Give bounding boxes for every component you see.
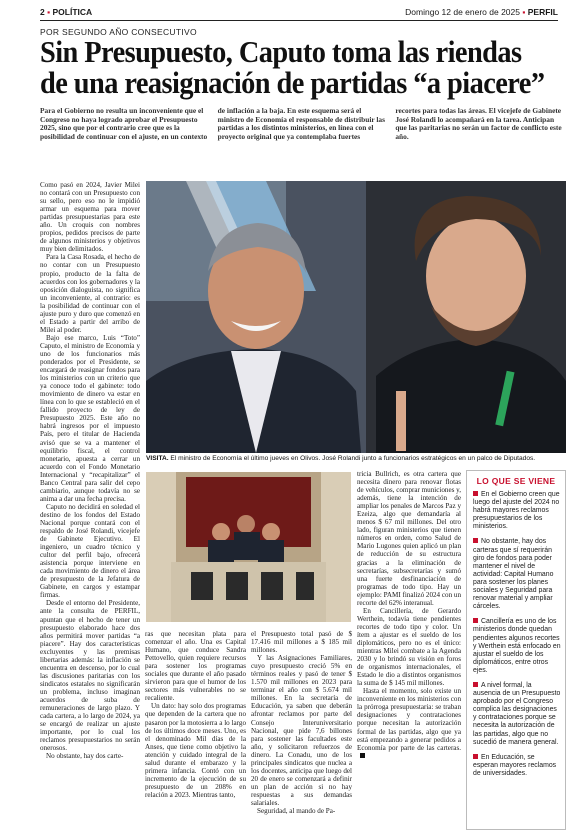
paragraph: ras que necesitan plata para comenzar el año. Una es Capital Humano, que conduce Sandra Pettovello, quien requiere recursos para sostener los programas sociales que durante el año pasado sirvieron para que el humor de los sectores más vulnerables no se recaliente. [145,630,246,703]
header-date: Domingo 12 de enero de 2025 ▪ PERFIL [405,7,558,17]
sidebar-lo-que-se-viene [466,470,566,830]
bullet-icon [473,754,478,759]
sidebar-item-text: No obstante, hay dos carteras que sí requerirán giro de fondos para poder mantener el nivel de actividad: Capital Humano para sostener los planes sociales y Seguridad para renovar material y ampliar cárceles. [473,538,554,611]
bullet-icon [473,682,478,687]
sidebar-item [473,491,561,531]
caption-text: El ministro de Economía el último jueves en Olivos. José Rolandi junto a funcionarios estratégicos en un palco de Diputados. [168,455,536,462]
bullet-icon [473,491,478,496]
paragraph: Caputo no decidirá en soledad el destino de los fondos del Estado Nacional porque contará con el respaldo de José Rolandi, vicejefe de Gabinete Ejecutivo. El ingeniero, un cuadro técnico y cultor del perfil bajo, ofrecerá asistencia porque interviene en cada movimiento de dinero el área de presupuesto de la Jefatura de Gabinete, en cargos y estampar firmas. [40,502,140,600]
lede-text: Para el Gobierno no resulta un inconveniente que el Congreso no haya logrado aprobar el Presupuesto 2025, sino que por el contrario cree que es la posibilidad de continuar con el ajuste, en un contexto de inflación a la baja. En este esquema será el ministro de Economía el responsable de distribuir las partidas a los distintos ministerios, en línea con el proyecto original que ya contemplaba fuertes recortes para todas las áreas. El vicejefe de Gabinete José Rolandi lo acompañará en la tarea. Anticipan que las paritarias no serán un factor de conflicto este año. [40,106,562,141]
paragraph: Para la Casa Rosada, el hecho de no contar con un Presupuesto propio, producto de la falta de acuerdos con los gobernadores y la oposición dialoguista, no significa un inconveniente, al contrario: es la posibilidad de continuar con el ajuste puro y duro que comenzó en el Estado a partir del arribo de Milei al poder. [40,253,140,334]
end-of-article-mark [360,753,365,758]
page-header [40,6,558,21]
paragraph: No obstante, hay dos carte- [46,752,124,761]
sidebar-item-text: En Educación, se esperan mayores reclamos de universidades. [473,753,557,777]
headline-line-1: Sin Presupuesto, Caputo toma las riendas [40,35,522,69]
paragraph: Bajo ese marco, Luis “Toto” Caputo, el ministro de Economía y uno de los funcionarios más ponderados por el Presidente, se encargará de reasignar fondos para los ministerios con un criterio que ya conoce todo el gabinete: todo movimiento de dinero va estar en línea con lo que se estableció en el fallido proyecto de ley de Presupuesto 2025. Este año no habrá ingresos por el impuesto País, pero el titular de Hacienda avisó que se va a mantener el equilibrio fiscal, el control monetario, apuesta a cerrar un acuerdo con el Fondo Monetario Internacional y “recapitalizar” el Banco Central para salir del cepo cambiario, aunque todavía no se anima a dar una fecha precisa. [40,333,140,503]
sidebar-item [473,538,561,611]
sidebar-item-text: Cancillería es uno de los ministerios donde quedan pendientes algunos recortes y Werthein está enfocado en ajustar el sueldo de los diplomáticos, entre otros ejes. [473,618,561,674]
article-column-2 [145,630,246,830]
main-photo-caption [146,455,566,463]
paragraph-final [357,687,461,759]
secondary-photo [146,472,351,622]
paragraph-text: Hasta el momento, solo existe un inconveniente en los ministerios con la prórroga presupuestaria: se traban designaciones y contrataciones porque necesitan la autorización formal de las partidas, algo que ya está empezando a generar pedidos a Economía por parte de las carteras. [357,687,461,752]
sidebar-item [473,754,561,778]
paragraph: Y las Asignaciones Familiares, cuyo presupuesto creció 5% en términos reales y pasó de tener $ 1.570 mil millones en 2023 para terminar el año con $ 5.674 mil millones. En la secretaría de Educación, ya saben que deberán afrontar reclamos por parte del Consejo Interuniversitario Nacional, que pide 7,6 billones para sostener las facultades este año, y solicitaron refuerzos de dinero. La Conadu, uno de los principales sindicatos que nuclea a los docentes, anticipa que luego del 20 de enero se comenzará a definir un plan de acción si no hay respuestas a sus demandas salariales. [251,654,352,807]
photo-congress-box [146,472,351,622]
section-name: POLÍTICA [52,7,93,17]
caption-label: VISITA. [146,455,169,462]
sidebar-item-text: A nivel formal, la ausencia de un Presupuesto aprobado por el Congreso complica las designaciones y contrataciones porque se necesita la autorización de las partidas, algo que no sucedió de manera general. [473,681,561,746]
paragraph: tricia Bullrich, es otra cartera que necesita dinero para renovar flotas de vehículos, comprar municiones y, además, tiene la intención de ampliar los penales de Marcos Paz y Ezeiza, algo que demandaría al menos $ 67 mil millones. Del otro lado, figuran ministerios que tienen números en orden, como Salud de Mario Lugones quien aplicó un plan de reducción de su estructura gracias a la eliminación de secretarías, subsecretarías y sumó una fuerte desfinanciación de programas de todo tipo. Hay un ejemplo: PAMI finalizó 2024 con un recorte del 62% interanual. [357,470,461,607]
paragraph: Como pasó en 2024, Javier Milei no contará con un Presupuesto con su sello, pero eso no le impidió armar un esquema para mover partidas presupuestarias para este año. Un croquis con nombres propios, pedidos precisos de parte de algunos ministerios y objetivos muy bien delimitados. [40,181,140,254]
paragraph: Seguridad, al mando de Pa- [257,807,336,816]
paragraph: Un dato: hay solo dos programas que dependen de la cartera que no pasaron por la motosierra a lo largo de los últimos doce meses. Uno, es el denominado Mil días de la Anses, que tiene como objetivo la atención y cuidado integral de la salud durante el embarazo y la primera infancia. Contó con un incremento de la ejecución de su presupuesto de un 208% en relación a 2023. Mientras tanto, [145,702,246,799]
headline-line-2: de una reasignación de partidas “a piacere” [40,66,545,100]
issue-date: Domingo 12 de enero de 2025 [405,7,520,17]
sidebar-item [473,682,561,747]
page-number: 2 [40,7,45,17]
bullet-icon [473,538,478,543]
photo-caputo-milei [146,181,566,453]
sidebar-title: LO QUE SE VIENE [476,476,556,486]
article-column-3 [251,630,352,830]
headline [40,35,545,100]
kicker: POR SEGUNDO AÑO CONSECUTIVO [40,27,197,37]
bullet-icon [473,618,478,623]
main-photo [146,181,566,453]
paragraph: el Presupuesto total pasó de $ 17.416 mil millones a $ 185 mil millones. [251,630,352,655]
lede [40,107,563,141]
paragraph: En Cancillería, de Gerardo Werthein, todavía tiene pendientes recortes de todo tipo y color. Un ítem a ajustar es el sueldo de los diplomáticos, pero no es el único: mientras Milei combate a la Agenda 2030 y lo brindó su visión en foros de organismos internacionales, el Estado le dio a distintos organismos la suma de $ 145 mil millones. [357,606,461,688]
article-column-1 [40,181,140,831]
section-label: 2 ▪ POLÍTICA [40,7,93,17]
paragraph: Desde el entorno del Presidente, ante la consulta de PERFIL, apuntan que el hecho de tener un presupuesto elaborado hace dos años permitirá mover partidas “a piacere”. Hay dos características excluyentes y las premisas libertarias además: la inflación se encuentra en descenso, por lo cual las discusiones paritarias con los sindicatos estatales no significarán un problema, incluso imaginan acuerdos de suba de remuneraciones de largo plazo. Y cada cartera, a lo largo de 2024, ya se encargó de realizar un ajuste importante, por lo cual los reclamos presupuestarios no serán onerosos. [40,599,140,753]
sidebar-item [473,618,561,675]
publication-name: PERFIL [527,7,558,17]
article-column-4 [357,470,461,830]
sidebar-item-text: En el Gobierno creen que luego del ajuste del 2024 no habrá mayores reclamos presupuestarios de los ministerios. [473,491,560,531]
